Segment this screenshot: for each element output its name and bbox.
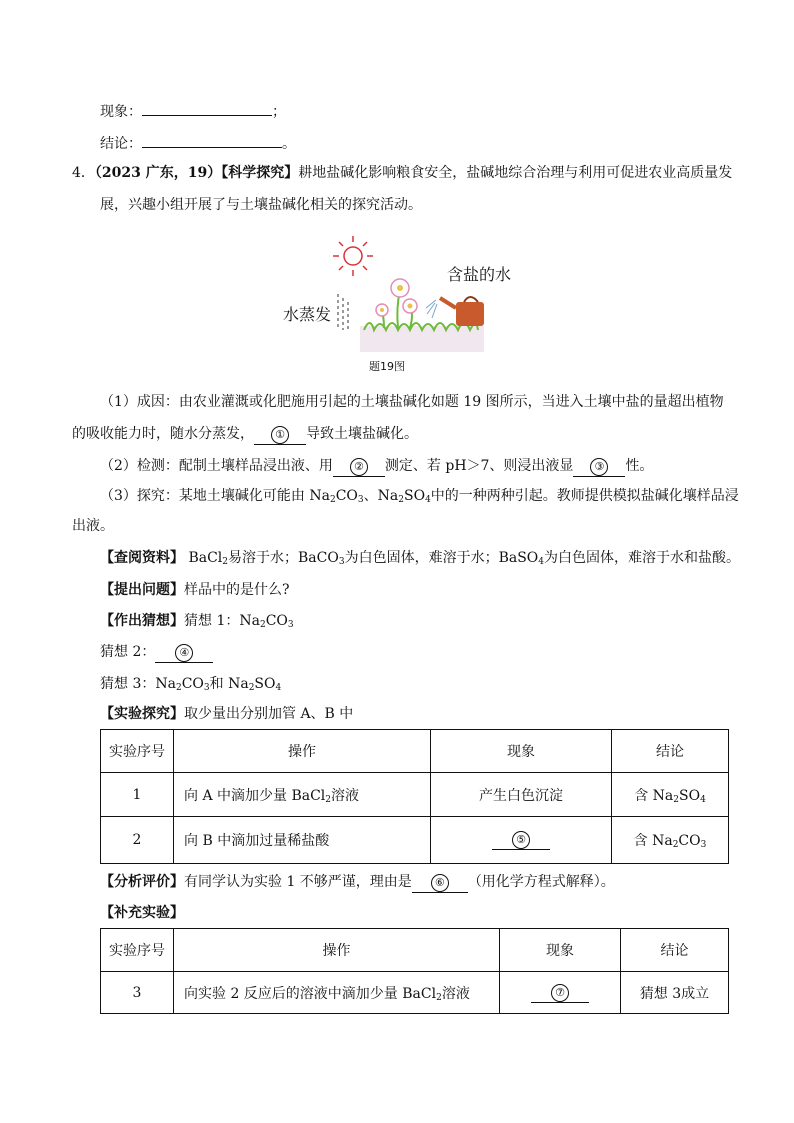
subscript: 2	[329, 495, 336, 505]
water-spray	[426, 300, 437, 318]
part1-line2	[72, 424, 418, 445]
subscript: 2	[398, 495, 404, 505]
subscript: 2	[175, 683, 182, 693]
row2-no: 2	[101, 817, 174, 864]
guess-3d: SO	[254, 676, 276, 692]
row3-op-pre: 向实验 2 反应后的溶液中滴加少量 BaCl	[184, 985, 437, 1002]
marker-2: ②	[350, 458, 368, 476]
conclusion-blank[interactable]	[142, 132, 282, 148]
question-number: 4．	[72, 165, 95, 181]
answer-blank-5[interactable]	[492, 830, 550, 850]
info-tag: 【查阅资料】	[100, 550, 184, 566]
experiment-table	[100, 729, 729, 864]
subscript: 3	[700, 840, 707, 850]
supplement-table	[100, 928, 729, 1014]
subscript: 2	[672, 840, 679, 850]
table-header-row	[101, 730, 729, 773]
row3-concl: 猜想 3成立	[621, 972, 729, 1014]
analysis-pre: 有同学认为实验 1 不够严谨，理由是	[184, 874, 412, 890]
part3-b: 、Na	[363, 488, 399, 504]
guess-3b: CO	[181, 676, 204, 692]
evaporation-label: 水蒸发	[283, 305, 332, 324]
part3-post: 中的一种两种引起。教师提供模拟盐碱化壤样品浸	[430, 488, 739, 504]
analysis-line	[100, 872, 615, 893]
marker-6: ⑥	[431, 874, 449, 892]
subscript: 3	[338, 557, 345, 567]
subscript: 2	[222, 557, 229, 567]
row2-concl-mid: CO	[678, 833, 701, 849]
experiment-text: 取少量出分别加管 A、B 中	[184, 706, 354, 722]
row1-no: 1	[101, 773, 174, 817]
row2-concl-pre: 含 Na	[633, 833, 673, 849]
subscript: 2	[673, 794, 679, 805]
info-t2: 易溶于水；BaCO	[228, 550, 339, 566]
marker-3: ③	[590, 458, 608, 476]
guess-2-line	[100, 642, 213, 663]
answer-blank-6[interactable]	[412, 873, 468, 893]
row1-concl-pre: 含 Na	[634, 787, 674, 804]
row1-op	[174, 773, 431, 817]
analysis-tag: 【分析评价】	[100, 874, 184, 890]
part2-pre: （2）检测：配制土壤样品浸出液、用	[100, 458, 333, 474]
supplement-tag: 【补充实验】	[100, 905, 184, 921]
problem-tag: 【提出问题】	[100, 582, 184, 598]
phenomenon-label: 现象：	[100, 104, 142, 120]
experiment-tag: 【实验探究】	[100, 706, 184, 722]
header-phen: 现象	[431, 730, 612, 773]
answer-blank-3[interactable]	[573, 457, 625, 477]
figure-illustration	[280, 230, 520, 360]
row3-no: 3	[101, 972, 174, 1014]
header-concl: 结论	[621, 929, 729, 972]
part2-mid: 测定、若 pH＞7、则浸出液显	[384, 458, 574, 474]
answer-blank-4[interactable]	[155, 643, 213, 663]
part3-line1	[100, 486, 739, 506]
row2-op: 向 B 中滴加过量稀盐酸	[174, 817, 431, 864]
marker-4: ④	[175, 644, 193, 662]
part3-c: SO	[403, 488, 426, 504]
guess-3-line	[100, 674, 281, 694]
supplement-line	[100, 903, 184, 923]
info-t1: BaCl	[184, 550, 223, 566]
part3-line2: 出液。	[72, 518, 114, 534]
subscript: 4	[538, 557, 545, 567]
row3-op-post: 溶液	[441, 985, 470, 1002]
marker-7: ⑦	[551, 984, 569, 1002]
subscript: 3	[287, 620, 294, 630]
subscript: 4	[425, 495, 431, 505]
subscript: 4	[700, 794, 706, 805]
guess-3a: 猜想 3：Na	[100, 676, 176, 692]
answer-blank-2[interactable]	[333, 457, 385, 477]
table-row	[101, 773, 729, 817]
subscript: 4	[275, 683, 282, 693]
header-concl: 结论	[612, 730, 729, 773]
marker-5: ⑤	[512, 831, 530, 849]
question-intro-2: 展，兴趣小组开展了与土壤盐碱化相关的探究活动。	[100, 197, 422, 213]
guess-1-line	[100, 611, 294, 631]
part2-post: 性。	[625, 458, 654, 474]
subscript: 3	[203, 683, 210, 693]
question-intro-1: 耕地盐碱化影响粮食安全，盐碱地综合治理与利用可促进农业高质量发	[298, 165, 733, 181]
subscript: 2	[259, 620, 266, 630]
answer-blank-1[interactable]	[254, 425, 306, 445]
row2-phen	[431, 817, 612, 864]
subscript: 2	[248, 683, 255, 693]
guess-tag: 【作出猜想】	[100, 613, 184, 629]
row1-op-pre: 向 A 中滴加少量 BaCl	[184, 787, 326, 804]
info-t4: 为白色固体，难溶于水和盐酸。	[544, 550, 741, 566]
phenomenon-line	[100, 100, 286, 122]
question-header	[72, 163, 732, 183]
part2-line	[100, 456, 653, 477]
conclusion-label: 结论：	[100, 136, 142, 152]
part1-post: 导致土壤盐碱化。	[306, 426, 418, 442]
question-tag: 【科学探究】	[221, 165, 299, 181]
part1-pre: 的吸收能力时，随水分蒸发，	[72, 426, 254, 442]
sun-icon	[333, 236, 373, 276]
header-phen: 现象	[500, 929, 621, 972]
salt-water-label: 含盐的水	[447, 265, 512, 284]
phenomenon-blank[interactable]	[142, 100, 272, 116]
table-row	[101, 972, 729, 1014]
part3-a: CO	[335, 488, 358, 504]
guess-1b: CO	[265, 613, 288, 629]
marker-1: ①	[271, 426, 289, 444]
question-source: （2023 广东，19）	[94, 165, 222, 181]
phenomenon-end: ；	[272, 104, 286, 120]
watering-can-icon	[440, 297, 484, 326]
header-no: 实验序号	[101, 929, 174, 972]
guess-2: 猜想 2：	[100, 644, 156, 660]
part1-line1: （1）成因：由农业灌溉或化肥施用引起的土壤盐碱化如题 19 图所示，当进入土壤中盐的量超出植物	[100, 394, 724, 410]
row1-op-post: 溶液	[331, 787, 360, 804]
header-op: 操作	[174, 929, 500, 972]
experiment-line	[100, 704, 353, 724]
table-row	[101, 817, 729, 864]
problem-line	[100, 580, 290, 600]
guess-3c: 和 Na	[209, 676, 249, 692]
answer-blank-7[interactable]	[531, 983, 589, 1003]
analysis-post: （用化学方程式解释）。	[467, 874, 615, 890]
info-t3: 为白色固体，难溶于水；BaSO	[344, 550, 539, 566]
info-line	[100, 548, 740, 568]
subscript: 2	[436, 992, 442, 1003]
part3-pre: （3）探究：某地土壤碱化可能由 Na	[100, 488, 330, 504]
header-no: 实验序号	[101, 730, 174, 773]
table-header-row	[101, 929, 729, 972]
row3-op	[174, 972, 500, 1014]
row3-phen	[500, 972, 621, 1014]
row1-concl	[612, 773, 729, 817]
figure-caption: 题19图	[369, 360, 405, 373]
row2-concl	[612, 817, 729, 864]
subscript: 3	[357, 495, 364, 505]
conclusion-end: 。	[282, 136, 296, 152]
row1-concl-mid: SO	[678, 787, 701, 804]
guess-1: 猜想 1：Na	[184, 613, 260, 629]
header-op: 操作	[174, 730, 431, 773]
subscript: 2	[325, 794, 332, 805]
row1-phen: 产生白色沉淀	[431, 773, 612, 817]
conclusion-line	[100, 132, 296, 154]
evaporation-lines	[338, 294, 348, 330]
problem-text: 样品中的是什么?	[184, 582, 290, 598]
